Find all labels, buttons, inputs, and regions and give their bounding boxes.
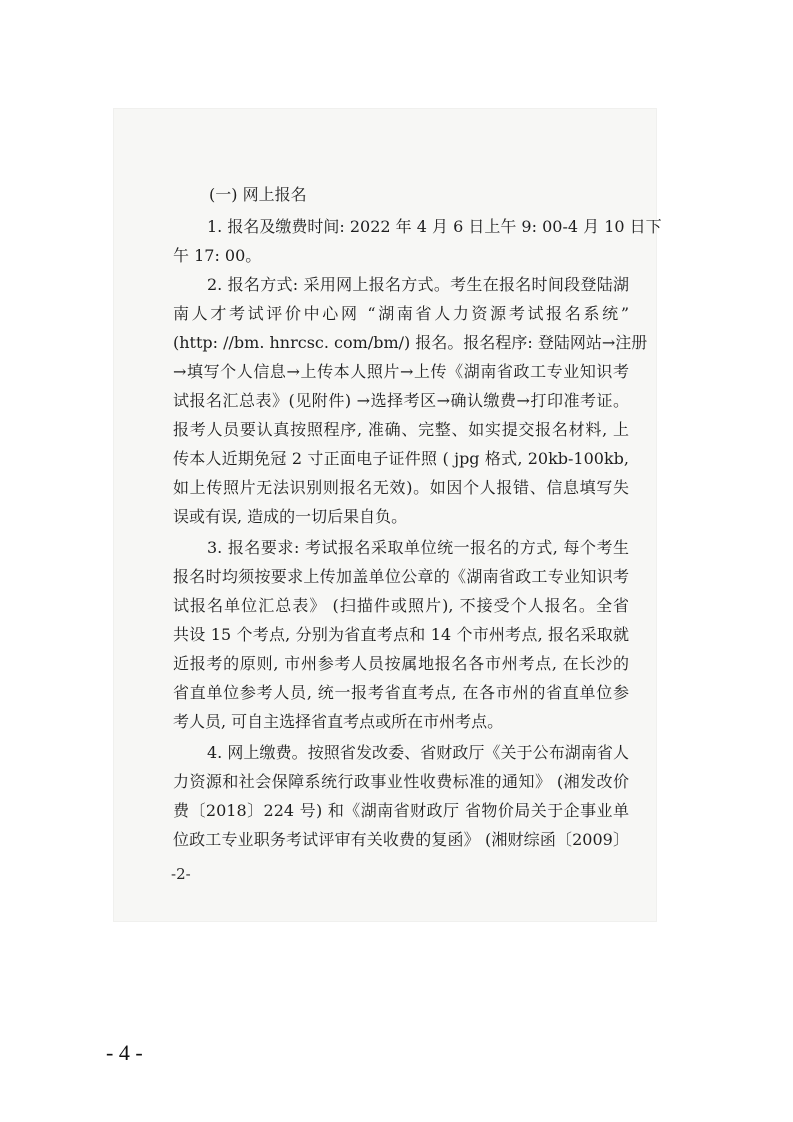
page-number: - 4 - xyxy=(106,1040,143,1065)
text-line: (http: //bm. hnrcsc. com/bm/) 报名。报名程序: 登陆网站→注册 xyxy=(173,333,648,352)
text-line: 4. 网上缴费。按照省发改委、省财政厅《关于公布湖南省人 xyxy=(207,743,629,762)
inner-page-number: -2- xyxy=(171,865,191,883)
text-line: 午 17: 00。 xyxy=(173,246,262,265)
text-line: 近报考的原则, 市州参考人员按属地报名各市州考点, 在长沙的 xyxy=(173,654,629,673)
text-line: 1. 报名及缴费时间: 2022 年 4 月 6 日上午 9: 00-4 月 10 日下 xyxy=(207,217,662,236)
text-line: →填写个人信息→上传本人照片→上传《湖南省政工专业知识考 xyxy=(173,362,629,381)
text-line: 试报名单位汇总表》 (扫描件或照片), 不接受个人报名。全省 xyxy=(173,596,629,615)
text-line: 2. 报名方式: 采用网上报名方式。考生在报名时间段登陆湖 xyxy=(207,275,629,294)
text-line: 共设 15 个考点, 分别为省直考点和 14 个市州考点, 报名采取就 xyxy=(173,625,629,644)
scanned-page xyxy=(113,108,662,922)
text-line: 省直单位参考人员, 统一报考省直考点, 在各市州的省直单位参 xyxy=(173,683,629,702)
text-line: 报名时均须按要求上传加盖单位公章的《湖南省政工专业知识考 xyxy=(173,567,629,586)
text-line: 费〔2018〕224 号) 和《湖南省财政厅 省物价局关于企事业单 xyxy=(173,801,629,820)
text-line: 传本人近期免冠 2 寸正面电子证件照 ( jpg 格式, 20kb-100kb, xyxy=(173,449,629,468)
text-line: 误或有误, 造成的一切后果自负。 xyxy=(173,507,408,526)
text-line: 试报名汇总表》(见附件) →选择考区→确认缴费→打印准考证。 xyxy=(173,391,629,410)
text-line: 报考人员要认真按照程序, 准确、完整、如实提交报名材料, 上 xyxy=(173,420,629,439)
text-line: 如上传照片无法识别则报名无效)。如因个人报错、信息填写失 xyxy=(173,478,629,497)
text-line: 3. 报名要求: 考试报名采取单位统一报名的方式, 每个考生 xyxy=(207,538,629,557)
text-line: 南人才考试评价中心网 “湖南省人力资源考试报名系统” xyxy=(173,304,629,323)
text-line: 力资源和社会保障系统行政事业性收费标准的通知》 (湘发改价 xyxy=(173,772,629,791)
text-line: 考人员, 可自主选择省直考点或所在市州考点。 xyxy=(173,712,504,731)
text-line: 位政工专业职务考试评审有关收费的复函》 (湘财综函〔2009〕 xyxy=(173,830,629,849)
section-heading: (一) 网上报名 xyxy=(209,185,307,204)
